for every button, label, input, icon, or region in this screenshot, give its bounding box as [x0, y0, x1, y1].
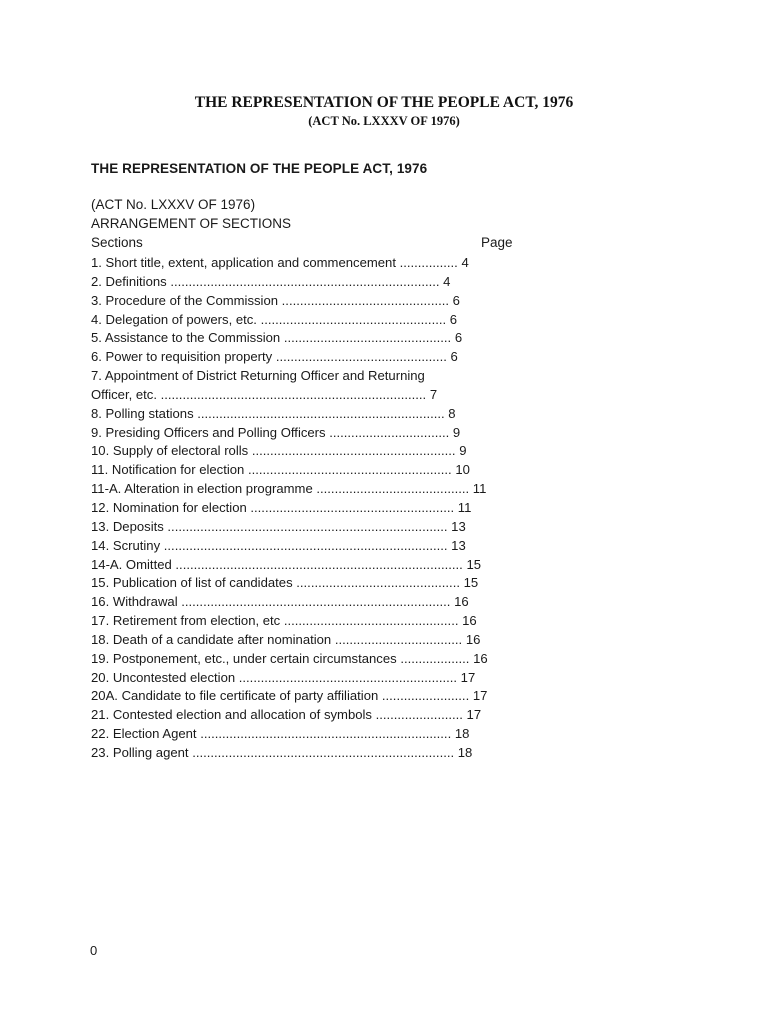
- toc-entry: Officer, etc. ......................................................................... 7: [91, 386, 438, 402]
- toc-entry: 15. Publication of list of candidates ............................................. 15: [91, 575, 479, 591]
- toc-entry: 3. Procedure of the Commission .............................................. 6: [91, 292, 460, 308]
- toc-entry: 6. Power to requisition property ............................................... 6: [91, 349, 458, 365]
- toc-entry: 16. Withdrawal .......................................................................... 16: [91, 594, 469, 610]
- document-subtitle: (ACT No. LXXXV OF 1976): [308, 114, 460, 128]
- toc-entry: 12. Nomination for election ........................................................ 11: [91, 499, 472, 515]
- toc-entry: 21. Contested election and allocation of symbols ........................ 17: [91, 707, 482, 723]
- page-column-header: Page: [481, 235, 513, 250]
- section-heading: THE REPRESENTATION OF THE PEOPLE ACT, 1976: [91, 161, 428, 176]
- toc-entry: 20. Uncontested election ............................................................ 17: [91, 669, 476, 685]
- toc-entry: 7. Appointment of District Returning Officer and Returning: [91, 368, 425, 384]
- toc-entry: 23. Polling agent ........................................................................ 18: [91, 744, 473, 760]
- sections-column-header: Sections: [91, 235, 143, 250]
- toc-entry: 19. Postponement, etc., under certain circumstances ................... 16: [91, 650, 488, 666]
- toc-entry: 11-A. Alteration in election programme .......................................... 11: [91, 481, 487, 497]
- toc-entry: 8. Polling stations .................................................................... 8: [91, 405, 456, 421]
- toc-entry: 9. Presiding Officers and Polling Officers ................................. 9: [91, 424, 461, 440]
- toc-entry: 18. Death of a candidate after nomination ................................... 16: [91, 631, 481, 647]
- toc-entry: 11. Notification for election ........................................................ 10: [91, 462, 470, 478]
- arrangement-heading: ARRANGEMENT OF SECTIONS: [91, 216, 292, 231]
- toc-entry: 22. Election Agent ..................................................................... 18: [91, 726, 470, 742]
- toc-entry: 20A. Candidate to file certificate of party affiliation ........................ 17: [91, 688, 488, 704]
- toc-entry: 4. Delegation of powers, etc. ................................................... 6: [91, 311, 458, 327]
- toc-entry: 14. Scrutiny .............................................................................. 13: [91, 537, 466, 553]
- toc-entry: 2. Definitions .......................................................................... 4: [91, 273, 451, 289]
- document-title: THE REPRESENTATION OF THE PEOPLE ACT, 1976: [194, 94, 574, 111]
- toc-entry: 14-A. Omitted ............................................................................... 15: [91, 556, 482, 572]
- toc-entry: 17. Retirement from election, etc ................................................ 16: [91, 613, 477, 629]
- toc-entry: 10. Supply of electoral rolls ........................................................ 9: [91, 443, 467, 459]
- table-of-contents: [91, 254, 488, 763]
- toc-entry: 1. Short title, extent, application and commencement ................ 4: [91, 255, 469, 270]
- page-number: 0: [90, 943, 98, 958]
- toc-entry: 5. Assistance to the Commission .............................................. 6: [91, 330, 463, 346]
- act-number: (ACT No. LXXXV OF 1976): [91, 197, 256, 212]
- toc-entry: 13. Deposits ............................................................................. 13: [91, 518, 466, 534]
